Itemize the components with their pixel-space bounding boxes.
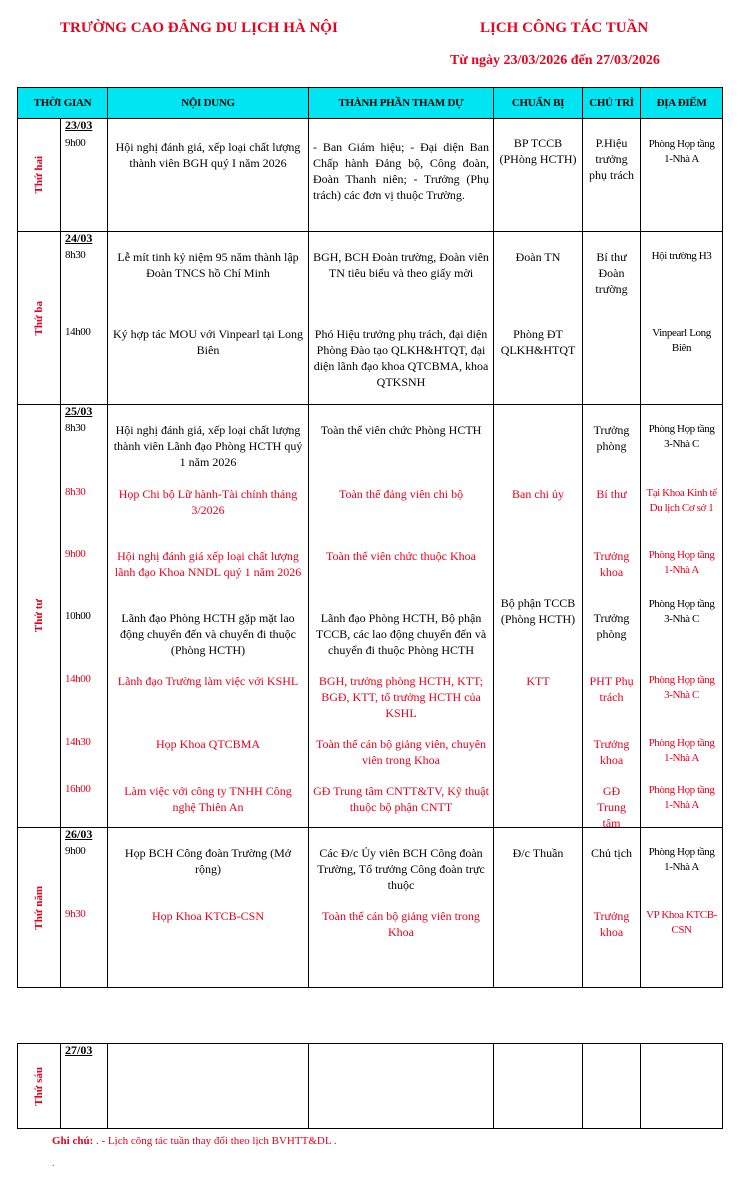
table-row-wednesday xyxy=(18,405,723,828)
event-prepare: Ban chi ủy xyxy=(512,487,565,501)
day-label-monday: Thứ hai xyxy=(18,119,61,232)
date-label: 25/03 xyxy=(65,404,93,418)
event-participants: - Ban Giám hiệu; - Đại diện Ban Chấp hành Đảng bộ, Công đoàn, Đoàn Thanh niên; - Trưởng (Phụ trách) các đơn vị thuộc Trường. xyxy=(313,140,490,202)
col-prepare-header: CHUẨN BỊ xyxy=(494,88,583,119)
event-participants: Toàn thể cán bộ giảng viên, chuyên viên trong Khoa xyxy=(315,737,487,767)
event-chair: PHT Phụ trách xyxy=(589,674,634,704)
time-cell xyxy=(61,232,108,405)
schedule-table xyxy=(17,87,723,988)
event-prepare: Phòng ĐT QLKH&HTQT xyxy=(500,327,576,357)
event-time: 14h00 xyxy=(65,673,91,685)
date-label: 24/03 xyxy=(65,231,93,245)
day-label-wednesday: Thứ tư xyxy=(18,405,61,828)
col-location-header: ĐỊA ĐIỂM xyxy=(641,88,723,119)
event-location: Phòng Họp tầng 1-Nhà A xyxy=(648,549,715,576)
event-time: 9h00 xyxy=(65,845,86,857)
date-label: 23/03 xyxy=(65,118,93,132)
event-content: Họp Khoa KTCB-CSN xyxy=(152,909,265,923)
table-row-friday xyxy=(18,1044,723,1129)
col-time-header: THỜI GIAN xyxy=(18,88,108,119)
event-chair: Trưởng khoa xyxy=(593,737,630,767)
event-participants: Toàn thể đảng viên chi bộ xyxy=(338,487,464,501)
footnote-text: . - Lịch công tác tuần thay đổi theo lịch BVHTT&DL . xyxy=(96,1135,337,1147)
event-chair: Trưởng khoa xyxy=(593,909,630,939)
event-time: 16h00 xyxy=(65,783,91,795)
event-location: Vinpearl Long Biên xyxy=(652,327,711,354)
event-participants: Toàn thể viên chức Phòng HCTH xyxy=(320,423,482,437)
event-time: 8h30 xyxy=(65,249,86,261)
time-cell xyxy=(61,1044,108,1129)
event-location: Phòng Họp tầng 1-Nhà A xyxy=(648,737,715,764)
friday-table xyxy=(17,1043,723,1129)
event-chair: Trưởng khoa xyxy=(593,549,630,579)
event-location: Phòng Họp tầng 3-Nhà C xyxy=(648,423,715,450)
event-chair: GĐ Trung tâm xyxy=(597,784,626,830)
event-participants: Lãnh đạo Phòng HCTH, Bộ phận TCCB, các lao động chuyển đến và chuyển đi thuộc Phòng HCTH xyxy=(315,611,487,657)
day-label-friday: Thứ sáu xyxy=(18,1044,61,1129)
date-label: 26/03 xyxy=(65,827,93,841)
school-name: TRƯỜNG CAO ĐẲNG DU LỊCH HÀ NỘI xyxy=(60,20,338,36)
event-content: Làm việc với công ty TNHH Công nghệ Thiên An xyxy=(124,784,292,814)
event-time: 9h00 xyxy=(65,548,86,560)
event-content: Lãnh đạo Trường làm việc với KSHL xyxy=(117,674,299,688)
event-location: Phòng Họp tầng 3-Nhà C xyxy=(648,598,715,625)
table-header-row xyxy=(18,88,723,119)
event-content: Họp Chi bộ Lữ hành-Tài chính tháng 3/2026 xyxy=(118,487,298,517)
event-participants: Các Đ/c Ủy viên BCH Công đoàn Trường, Tổ trưởng Công đoàn trực thuộc xyxy=(317,846,485,892)
table-row-thursday xyxy=(18,828,723,988)
event-time: 10h00 xyxy=(65,610,91,622)
footnote xyxy=(52,1135,337,1147)
event-prepare: Bộ phận TCCB (Phòng HCTH) xyxy=(500,596,576,626)
event-prepare: KTT xyxy=(526,674,550,688)
event-time: 8h30 xyxy=(65,422,86,434)
event-time: 14h30 xyxy=(65,736,91,748)
event-content: Ký hợp tác MOU với Vinpearl tại Long Biên xyxy=(112,327,304,357)
footnote-label: Ghi chú: xyxy=(52,1135,94,1147)
day-label-tuesday: Thứ ba xyxy=(18,232,61,405)
event-location: Phòng Họp tầng 1-Nhà A xyxy=(648,784,715,811)
event-content: Hội nghị đánh giá, xếp loại chất lượng thành viên Lãnh đạo Phòng HCTH quý 1 năm 2026 xyxy=(113,423,303,469)
event-content: Hội nghị đánh giá xếp loại chất lượng lãnh đạo Khoa NNDL quý 1 năm 2026 xyxy=(114,549,302,579)
day-label-thursday: Thứ năm xyxy=(18,828,61,988)
event-chair: Chủ tịch xyxy=(591,846,633,860)
event-participants: BGH, BCH Đoàn trường, Đoàn viên TN tiêu biểu và theo giấy mời xyxy=(313,250,489,280)
event-participants: BGH, trưởng phòng HCTH, KTT; BGĐ, KTT, tổ trưởng HCTH của KSHL xyxy=(318,674,484,720)
event-content: Họp Khoa QTCBMA xyxy=(156,737,261,751)
event-content: Họp BCH Công đoàn Trường (Mở rộng) xyxy=(124,846,292,876)
event-location: Tại Khoa Kinh tế Du lịch Cơ sở 1 xyxy=(646,487,717,514)
event-participants: Phó Hiệu trưởng phụ trách, đại diện Phòng Đào tạo QLKH&HTQT, đại diện lãnh đạo khoa QTCBMA, khoa QTKSNH xyxy=(313,327,489,389)
event-time: 14h00 xyxy=(65,326,91,338)
event-participants: Toàn thể cán bộ giảng viên trong Khoa xyxy=(322,909,480,939)
event-location: VP Khoa KTCB-CSN xyxy=(646,909,717,936)
event-content: Lễ mít tinh kỷ niệm 95 năm thành lập Đoàn TNCS hồ Chí Minh xyxy=(117,250,299,280)
event-location: Phòng Họp tầng 3-Nhà C xyxy=(648,674,715,701)
time-cell xyxy=(61,405,108,828)
event-prepare: Đ/c Thuần xyxy=(512,846,564,860)
event-chair: Bí thư xyxy=(596,487,627,501)
schedule-title: LỊCH CÔNG TÁC TUẦN xyxy=(480,20,649,36)
time-cell xyxy=(61,119,108,232)
event-content: Hội nghị đánh giá, xếp loại chất lượng thành viên BGH quý I năm 2026 xyxy=(115,140,301,170)
event-participants: GĐ Trung tâm CNTT&TV, Kỹ thuật thuộc bộ phận CNTT xyxy=(313,784,489,814)
date-label: 27/03 xyxy=(65,1043,93,1057)
event-prepare: BP TCCB (PHòng HCTH) xyxy=(499,136,577,166)
time-cell xyxy=(61,828,108,988)
event-participants: Toàn thể viên chức thuộc Khoa xyxy=(326,549,476,563)
col-content-header: NỘI DUNG xyxy=(108,88,309,119)
col-participants-header: THÀNH PHẦN THAM DỰ xyxy=(309,88,494,119)
col-chair-header: CHỦ TRÌ xyxy=(583,88,641,119)
event-time: 8h30 xyxy=(65,486,86,498)
event-chair: P.Hiệu trưởng phụ trách xyxy=(589,136,634,182)
trailing-dot: . xyxy=(52,1158,55,1169)
event-content: Lãnh đạo Phòng HCTH gặp mặt lao động chuyển đến và chuyển đi thuộc (Phòng HCTH) xyxy=(120,611,296,657)
event-location: Phòng Họp tầng 1-Nhà A xyxy=(648,138,715,165)
event-chair: Trưởng phòng xyxy=(593,423,630,453)
event-chair: Bí thư Đoàn trường xyxy=(595,250,628,296)
table-row-monday xyxy=(18,119,723,232)
event-prepare: Đoàn TN xyxy=(515,250,561,264)
date-range: Từ ngày 23/03/2026 đến 27/03/2026 xyxy=(450,53,660,68)
event-time: 9h00 xyxy=(65,137,86,149)
table-row-tuesday xyxy=(18,232,723,405)
event-location: Hội trường H3 xyxy=(651,250,712,262)
event-time: 9h30 xyxy=(65,908,86,920)
event-chair: Trưởng phòng xyxy=(593,611,630,641)
event-location: Phòng Họp tầng 1-Nhà A xyxy=(648,846,715,873)
